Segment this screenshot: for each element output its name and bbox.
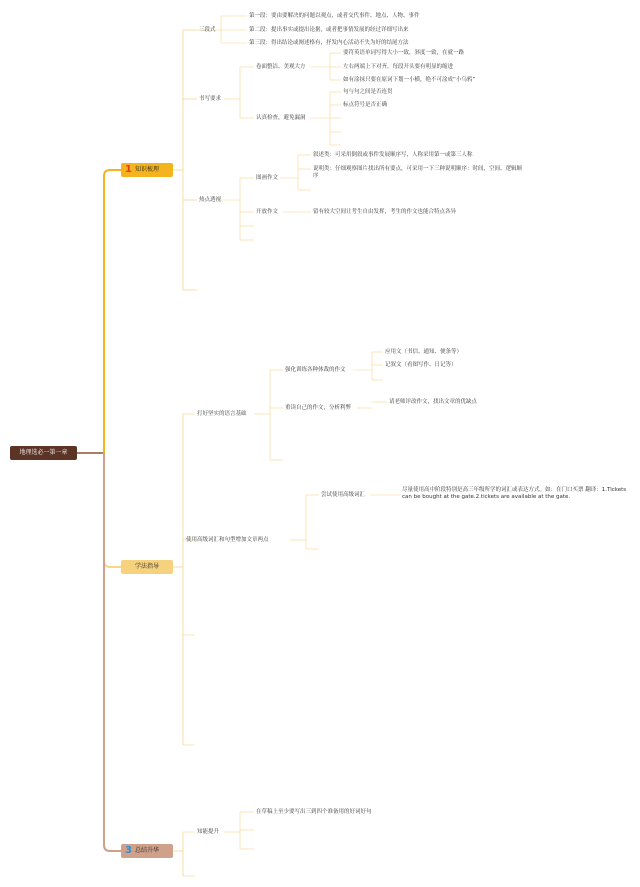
section-number: 1 xyxy=(125,164,132,175)
node-neat-layout[interactable]: 卷面整洁、美观大方 xyxy=(256,64,306,70)
connector-line xyxy=(104,453,121,567)
leaf-paragraph-2[interactable]: 第二段：提出事实或提出论据，或者把事情发展的经过详细写出来 xyxy=(249,27,409,33)
leaf-neat-3[interactable]: 如有涂抹只要在原词下划一小横，绝不可涂成“小乌鸦” xyxy=(343,77,476,83)
node-open-writing[interactable]: 开放作文 xyxy=(256,209,279,215)
connector-line xyxy=(104,170,121,453)
section-method-guide[interactable] xyxy=(121,560,173,574)
leaf-draft-phrases[interactable]: 在草稿上至少要写出三到四个准备用的好词好句 xyxy=(256,809,372,815)
node-ability-improvement[interactable]: 知能提升 xyxy=(197,829,220,835)
leaf-paragraph-1[interactable]: 第一段：要由要解决的问题以观点，或者交代事件、地点、人物、事件 xyxy=(249,13,420,19)
node-hot-topics[interactable]: 热点透视 xyxy=(199,197,222,203)
node-three-paragraph[interactable]: 三段式 xyxy=(199,27,216,33)
leaf-check-2[interactable]: 标点符号是否正确 xyxy=(343,102,388,108)
root-node[interactable]: 地理选必一第一章 xyxy=(10,446,77,460)
section-number: 2 xyxy=(125,561,132,572)
connector-line xyxy=(104,453,121,851)
section-label: 知识梳理 xyxy=(134,166,159,173)
leaf-practical-writing[interactable]: 应用文（书信、通知、便条等） xyxy=(385,349,463,355)
node-try-vocab[interactable]: 尝试使用高级词汇 xyxy=(321,492,366,498)
node-writing-requirements[interactable]: 书写要求 xyxy=(199,96,222,102)
node-reread-essay[interactable]: 重读自己的作文，分析利弊 xyxy=(285,405,352,411)
leaf-expository[interactable]: 说明类：仔细观察图片找出所有要点，可采用一下三种说明顺序：时间、空间、逻辑顺序 xyxy=(313,166,523,179)
leaf-neat-1[interactable]: 要符英语单词写得大小一致，斜度一致，在就一路 xyxy=(343,50,465,56)
node-genre-practice[interactable]: 强化训练各种体裁的作文 xyxy=(285,367,346,373)
section-label: 总结升华 xyxy=(134,847,159,854)
leaf-teacher-review[interactable]: 请老师评改作文，找出文章的优缺点 xyxy=(389,399,478,405)
section-summary[interactable] xyxy=(121,844,173,858)
leaf-narrative-writing[interactable]: 记叙文（看图写作、日记等） xyxy=(385,362,457,368)
node-picture-writing[interactable]: 图画作文 xyxy=(256,175,279,181)
leaf-open-writing[interactable]: 留有较大空间让考生自由发挥，考生的作文也能合特点各异 xyxy=(313,209,457,215)
section-number: 3 xyxy=(125,845,132,856)
leaf-paragraph-3[interactable]: 第三段：得出结论或阐述格有，抒发内心活动不失为好的结尾方法 xyxy=(249,40,409,46)
leaf-narrative[interactable]: 叙述类：可采用倒叙或事件发展顺序写，人称采用第一或第三人称 xyxy=(313,152,473,158)
node-language-foundation[interactable]: 打好坚实的语言基础 xyxy=(197,411,247,417)
node-careful-check[interactable]: 认真检查，避免漏洞 xyxy=(256,115,306,121)
node-advanced-vocab[interactable]: 使用高级词汇和句型增加文章两点 xyxy=(186,537,269,543)
section-label: 学法指导 xyxy=(134,563,159,570)
leaf-check-1[interactable]: 句与句之间是否连贯 xyxy=(343,89,393,95)
leaf-vocab-example[interactable]: 尽量使用高中阶段特别是高三年级所学的词汇或表达方式。如：在门口买票 翻译：1.Tickets can be bought at the gate.2.tickets are available at the gate. xyxy=(402,487,627,500)
leaf-neat-2[interactable]: 左右两端上下对齐，每段开头要有明显的缩进 xyxy=(343,64,454,70)
section-knowledge-review[interactable] xyxy=(121,163,173,177)
